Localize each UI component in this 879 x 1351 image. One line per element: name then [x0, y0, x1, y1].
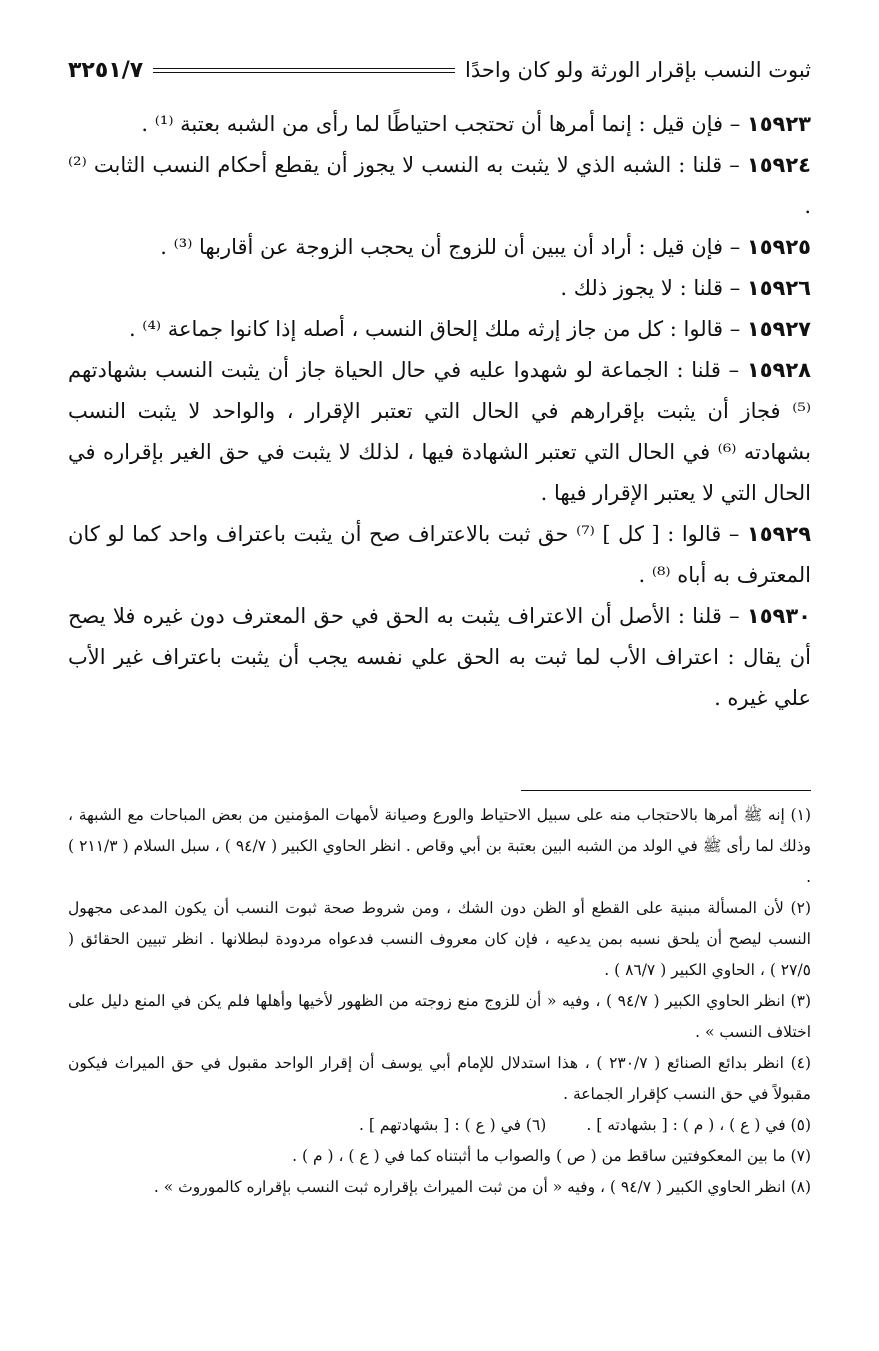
footnote-separator [521, 790, 811, 791]
paragraph-text: – فإن قيل : إنما أمرها أن تحتجب احتياطًا لما رأى من الشبه بعتبة ⁽¹⁾ . [141, 112, 747, 136]
paragraph-number: ١٥٩٢٩ [746, 522, 812, 546]
paragraph [68, 268, 811, 309]
paragraph-text: – قلنا : الشبه الذي لا يثبت به النسب لا يجوز أن يقطع أحكام النسب الثابت ⁽²⁾ . [68, 153, 811, 218]
paragraph [68, 145, 811, 227]
footnote: (١) إنه ﷺ أمرها بالاحتجاب منه على سبيل الاحتياط والورع وصيانة لأمهات المؤمنين من بعض المباحات مع الشبهة ، وذلك لما رأى ﷺ في الولد من الشبه البين بعتبة بن أبي وقاص . انظر الحاوي الكبير ( ٩٤/٧ ) ، سبل السلام ( ٢١١/٣ ) . [68, 806, 811, 886]
footnote: (٦) في ( ع ) : [ بشهادتهم ] . [358, 1116, 547, 1134]
paragraph-text: – قلنا : الجماعة لو شهدوا عليه في حال الحياة جاز أن يثبت النسب بشهادتهم ⁽⁵⁾ فجاز أن يثبت بإقرارهم في الحال التي تعتبر الإقرار ، والواحد لا يثبت النسب بشهادته ⁽⁶⁾ في الحال التي تعتبر الشهادة فيها ، لذلك لا يثبت في حق الغير بإقراره في الحال التي لا يعتبر الإقرار فيها . [68, 358, 811, 505]
paragraph-number: ١٥٩٢٤ [746, 153, 811, 177]
running-header [68, 50, 811, 90]
footnotes [68, 800, 811, 1203]
paragraph-text: – قلنا : الأصل أن الاعتراف يثبت به الحق في حق المعترف دون غيره فلا يصح أن يقال : اعتراف الأب لما ثبت به الحق علي نفسه يجب أن يثبت باعتراف غير الأب علي غيره . [68, 604, 811, 710]
paragraph [68, 514, 811, 596]
paragraph [68, 350, 811, 514]
footnote: (٤) انظر بدائع الصنائع ( ٢٣٠/٧ ) ، هذا استدلال للإمام أبي يوسف أن إقرار الواحد مقبول في حق الميراث فيكون مقبولاً في حق النسب كإقرار الجماعة . [68, 1054, 812, 1103]
paragraph [68, 227, 811, 268]
main-text [68, 104, 811, 719]
paragraph-text: – قلنا : لا يجوز ذلك . [560, 276, 747, 300]
footnote: (٨) انظر الحاوي الكبير ( ٩٤/٧ ) ، وفيه « أن من ثبت الميراث بإقراره ثبت النسب بإقراره كالموروث » . [153, 1178, 811, 1196]
paragraph-number: ١٥٩٢٨ [746, 358, 811, 382]
running-title: ثبوت النسب بإقرار الورثة ولو كان واحدًا [465, 58, 811, 82]
footnote-row [68, 1110, 811, 1141]
paragraph-number: ١٥٩٢٦ [746, 276, 811, 300]
paragraph-text: – فإن قيل : أراد أن يبين أن للزوج أن يحجب الزوجة عن أقاربها ⁽³⁾ . [160, 235, 747, 259]
paragraph-text: – قالوا : كل من جاز إرثه ملك إلحاق النسب ، أصله إذا كانوا جماعة ⁽⁴⁾ . [128, 317, 747, 341]
paragraph-number: ١٥٩٢٧ [746, 317, 811, 341]
footnote: (٢) لأن المسألة مبنية على القطع أو الظن دون الشك ، ومن شروط صحة ثبوت النسب أن يكون المدعى مجهول النسب ليصح أن يلحق نسبه بمن يدعيه ، فإن كان معروف النسب فدعواه مردودة لبطلانها . انظر تبيين الحقائق ( ٢٧/٥ ) ، الحاوي الكبير ( ٨٦/٧ ) . [68, 899, 811, 979]
footnote: (٧) ما بين المعكوفتين ساقط من ( ص ) والصواب ما أثبتناه كما في ( ع ) ، ( م ) . [292, 1147, 811, 1165]
header-rule [153, 68, 455, 73]
footnote: (٥) في ( ع ) ، ( م ) : [ بشهادته ] . [586, 1116, 811, 1134]
paragraph-number: ١٥٩٣٠ [746, 604, 811, 628]
paragraph-number: ١٥٩٢٣ [746, 112, 811, 136]
page-number: ٣٢٥١/٧ [68, 57, 144, 83]
footnote: (٣) انظر الحاوي الكبير ( ٩٤/٧ ) ، وفيه « أن للزوج منع زوجته من الظهور لأخيها وأهلها فلم يكن في المنع دليل على اختلاف النسب » . [68, 992, 811, 1041]
paragraph-number: ١٥٩٢٥ [746, 235, 811, 259]
paragraph [68, 104, 811, 145]
paragraph [68, 596, 811, 719]
paragraph [68, 309, 811, 350]
paragraph-text: – قالوا : [ كل ] ⁽⁷⁾ حق ثبت بالاعتراف صح أن يثبت باعتراف واحد كما لو كان المعترف به أباه ⁽⁸⁾ . [68, 522, 811, 587]
